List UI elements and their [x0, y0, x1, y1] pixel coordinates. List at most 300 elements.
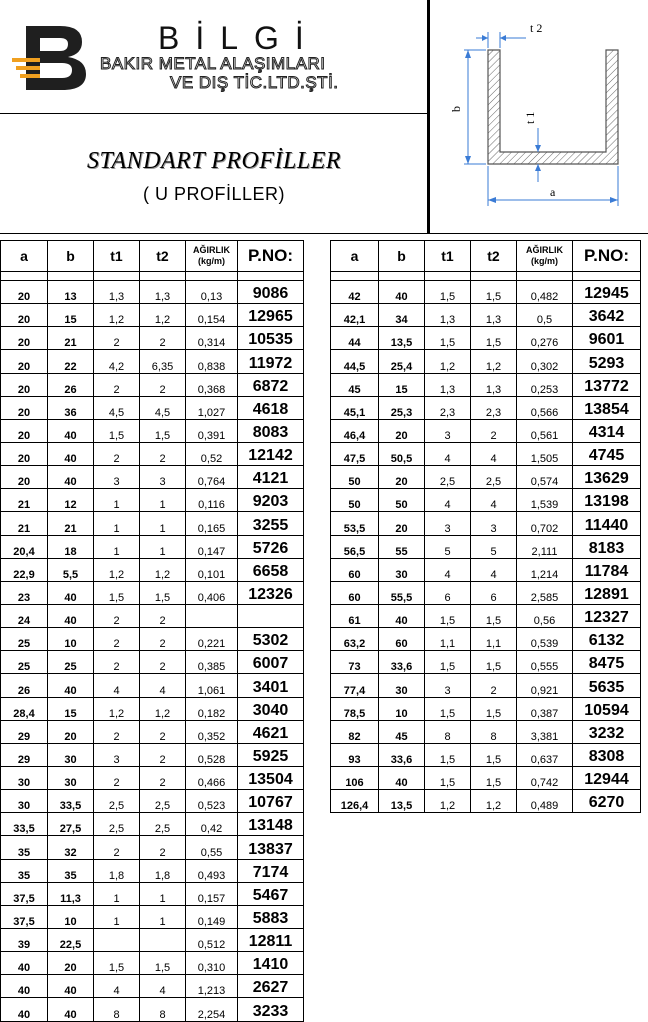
cell-pno: 6007: [238, 651, 304, 674]
table-row: [1, 512, 304, 535]
table-row: [331, 281, 641, 304]
cell-pno: 12326: [238, 581, 304, 604]
cell-b: 25,3: [379, 396, 425, 419]
cell-t2: 1,5: [140, 581, 186, 604]
dim-label-t1: t 1: [523, 111, 537, 124]
cell-a: 40: [1, 952, 48, 975]
cell-b: 21: [48, 512, 94, 535]
cell-a: 20: [1, 442, 48, 465]
cell-weight: 0,528: [186, 743, 238, 766]
cell-t1: 3: [94, 466, 140, 489]
cell-t1: 1,8: [94, 859, 140, 882]
cell-t2: 1: [140, 512, 186, 535]
cell-a: 20: [1, 466, 48, 489]
cell-t2: 1,2: [140, 304, 186, 327]
cell-a: 29: [1, 720, 48, 743]
cell-a: 73: [331, 651, 379, 674]
cell-b: 20: [379, 466, 425, 489]
cell-weight: 0,566: [517, 396, 573, 419]
cell-a: 30: [1, 766, 48, 789]
cell-t2: 4: [140, 975, 186, 998]
cell-pno: 13837: [238, 836, 304, 859]
cell-pno: 3401: [238, 674, 304, 697]
u-profile-diagram: [428, 0, 648, 234]
cell-t1: 1,2: [425, 790, 471, 813]
cell-a: 37,5: [1, 905, 48, 928]
document-subtitle: ( U PROFİLLER): [142, 184, 286, 204]
cell-t1: 2: [94, 651, 140, 674]
company-subtitle-line2: VE DIŞ TİC.LTD.ŞTİ.: [170, 73, 339, 92]
table-row: [331, 373, 641, 396]
cell-t2: 5: [471, 535, 517, 558]
cell-a: 42,1: [331, 304, 379, 327]
cell-pno: 3642: [573, 304, 641, 327]
header-b: b: [379, 241, 425, 272]
table-row: [331, 628, 641, 651]
cell-a: 20: [1, 350, 48, 373]
table-row: [331, 327, 641, 350]
cell-a: 35: [1, 836, 48, 859]
cell-a: 40: [1, 975, 48, 998]
cell-t1: 1,5: [425, 327, 471, 350]
table-header-row: [1, 241, 304, 272]
cell-pno: 9203: [238, 489, 304, 512]
cell-b: 10: [48, 628, 94, 651]
cell-weight: 0,352: [186, 720, 238, 743]
cell-t1: 1: [94, 489, 140, 512]
u-profile-drawing: [430, 0, 648, 232]
cell-weight: 0,310: [186, 952, 238, 975]
cell-pno: 10594: [573, 697, 641, 720]
cell-pno: 13854: [573, 396, 641, 419]
header-t1: t1: [425, 241, 471, 272]
cell-b: 10: [48, 905, 94, 928]
cell-pno: [238, 604, 304, 627]
cell-a: 39: [1, 928, 48, 951]
cell-b: 25,4: [379, 350, 425, 373]
cell-t1: 1,5: [425, 604, 471, 627]
cell-t2: 1,5: [471, 766, 517, 789]
cell-t1: 1,5: [425, 651, 471, 674]
cell-t1: 2: [94, 373, 140, 396]
cell-b: 30: [379, 674, 425, 697]
cell-t1: 4: [425, 489, 471, 512]
header-a: a: [331, 241, 379, 272]
table-row: [331, 535, 641, 558]
cell-pno: 9086: [238, 281, 304, 304]
cell-t1: 8: [425, 720, 471, 743]
cell-t2: 1,5: [471, 327, 517, 350]
cell-t2: 1,5: [140, 419, 186, 442]
cell-a: 20: [1, 419, 48, 442]
cell-weight: 0,702: [517, 512, 573, 535]
cell-t1: 2: [94, 327, 140, 350]
cell-a: 126,4: [331, 790, 379, 813]
cell-weight: 0,56: [517, 604, 573, 627]
cell-pno: 6270: [573, 790, 641, 813]
cell-a: 47,5: [331, 442, 379, 465]
cell-weight: 0,52: [186, 442, 238, 465]
table-row: [1, 558, 304, 581]
cell-t2: 2: [140, 651, 186, 674]
cell-t1: 1,2: [94, 304, 140, 327]
cell-b: 30: [48, 743, 94, 766]
cell-weight: 0,387: [517, 697, 573, 720]
table-row: [1, 604, 304, 627]
cell-weight: 3,381: [517, 720, 573, 743]
page-header: [0, 0, 648, 236]
cell-t1: [94, 928, 140, 951]
cell-pno: 5726: [238, 535, 304, 558]
cell-pno: 5293: [573, 350, 641, 373]
cell-weight: 1,505: [517, 442, 573, 465]
table-row: [331, 350, 641, 373]
cell-b: 22: [48, 350, 94, 373]
table-row: [331, 419, 641, 442]
cell-t2: 4: [471, 558, 517, 581]
cell-a: 77,4: [331, 674, 379, 697]
cell-a: 63,2: [331, 628, 379, 651]
cell-t1: 1,3: [94, 281, 140, 304]
cell-t2: 6: [471, 581, 517, 604]
cell-b: 32: [48, 836, 94, 859]
cell-b: 40: [379, 604, 425, 627]
cell-a: 56,5: [331, 535, 379, 558]
cell-pno: 6658: [238, 558, 304, 581]
cell-a: 53,5: [331, 512, 379, 535]
cell-t1: 1: [94, 905, 140, 928]
cell-b: 55,5: [379, 581, 425, 604]
cell-weight: 0,764: [186, 466, 238, 489]
cell-b: 20: [379, 419, 425, 442]
cell-pno: 3040: [238, 697, 304, 720]
table-row: [1, 327, 304, 350]
cell-t2: 2: [140, 373, 186, 396]
cell-weight: 0,574: [517, 466, 573, 489]
cell-a: 78,5: [331, 697, 379, 720]
profile-table-left: [0, 240, 304, 1022]
cell-a: 20: [1, 327, 48, 350]
cell-pno: 10535: [238, 327, 304, 350]
cell-b: 27,5: [48, 813, 94, 836]
cell-t2: 2: [140, 720, 186, 743]
cell-pno: 4745: [573, 442, 641, 465]
cell-weight: 0,466: [186, 766, 238, 789]
cell-a: 24: [1, 604, 48, 627]
table-row: [1, 373, 304, 396]
cell-t2: 4: [471, 489, 517, 512]
cell-t1: 2,3: [425, 396, 471, 419]
table-row: [1, 697, 304, 720]
cell-b: 30: [379, 558, 425, 581]
cell-t1: 2: [94, 720, 140, 743]
cell-pno: 12142: [238, 442, 304, 465]
cell-a: 20: [1, 281, 48, 304]
cell-a: 45: [331, 373, 379, 396]
cell-pno: 11440: [573, 512, 641, 535]
cell-t2: 1,5: [471, 604, 517, 627]
cell-t2: 1,2: [140, 558, 186, 581]
cell-pno: 8083: [238, 419, 304, 442]
cell-b: 18: [48, 535, 94, 558]
cell-t1: 1,5: [425, 766, 471, 789]
cell-t2: 2,3: [471, 396, 517, 419]
cell-t1: 1: [94, 535, 140, 558]
cell-t2: 2,5: [471, 466, 517, 489]
cell-a: 61: [331, 604, 379, 627]
header-b: b: [48, 241, 94, 272]
cell-b: 40: [48, 975, 94, 998]
cell-pno: 6132: [573, 628, 641, 651]
cell-b: 13,5: [379, 327, 425, 350]
cell-b: 11,3: [48, 882, 94, 905]
cell-t2: 1: [140, 489, 186, 512]
cell-weight: 0,539: [517, 628, 573, 651]
cell-b: 40: [48, 604, 94, 627]
table-row: [1, 535, 304, 558]
cell-weight: 0,493: [186, 859, 238, 882]
cell-b: 36: [48, 396, 94, 419]
table-row: [1, 952, 304, 975]
cell-weight: 0,489: [517, 790, 573, 813]
cell-b: 22,5: [48, 928, 94, 951]
cell-t1: 4: [425, 442, 471, 465]
cell-weight: 0,555: [517, 651, 573, 674]
dim-label-a: a: [550, 185, 556, 199]
cell-t1: 1,3: [425, 304, 471, 327]
cell-pno: 4121: [238, 466, 304, 489]
company-title-block: [0, 0, 428, 234]
cell-t1: 3: [425, 512, 471, 535]
cell-b: 20: [48, 720, 94, 743]
cell-b: 50: [379, 489, 425, 512]
cell-a: 35: [1, 859, 48, 882]
cell-weight: 0,302: [517, 350, 573, 373]
cell-weight: 1,027: [186, 396, 238, 419]
table-row: [1, 743, 304, 766]
cell-t2: 2: [471, 674, 517, 697]
cell-t2: 2: [140, 604, 186, 627]
cell-t1: 1,2: [425, 350, 471, 373]
cell-t2: [140, 928, 186, 951]
cell-t2: 1,5: [471, 281, 517, 304]
cell-t1: 1: [94, 882, 140, 905]
table-row: [1, 651, 304, 674]
cell-weight: 0,149: [186, 905, 238, 928]
cell-weight: 0,147: [186, 535, 238, 558]
cell-b: 40: [48, 466, 94, 489]
cell-a: 25: [1, 628, 48, 651]
cell-t1: 4: [94, 975, 140, 998]
cell-b: 33,6: [379, 743, 425, 766]
table-row: [1, 489, 304, 512]
company-subtitle-line1: BAKIR METAL ALAŞIMLARI: [100, 54, 326, 73]
cell-weight: 0,838: [186, 350, 238, 373]
cell-a: 28,4: [1, 697, 48, 720]
cell-t2: 1,5: [140, 952, 186, 975]
cell-pno: 4314: [573, 419, 641, 442]
header-weight: AĞIRLIK (kg/m): [186, 241, 238, 272]
header-pno: P.NO:: [573, 241, 641, 272]
cell-b: 45: [379, 720, 425, 743]
header-a: a: [1, 241, 48, 272]
table-row: [1, 350, 304, 373]
cell-pno: 4621: [238, 720, 304, 743]
cell-a: 40: [1, 998, 48, 1021]
header-t2: t2: [140, 241, 186, 272]
cell-pno: 12965: [238, 304, 304, 327]
header-t2: t2: [471, 241, 517, 272]
cell-pno: 4618: [238, 396, 304, 419]
cell-pno: 5467: [238, 882, 304, 905]
table-spacer-row: [1, 272, 304, 281]
table-row: [331, 396, 641, 419]
cell-b: 20: [48, 952, 94, 975]
table-row: [331, 604, 641, 627]
table-row: [1, 998, 304, 1021]
cell-a: 26: [1, 674, 48, 697]
cell-a: 60: [331, 581, 379, 604]
cell-t1: 4: [425, 558, 471, 581]
cell-b: 13,5: [379, 790, 425, 813]
table-row: [1, 836, 304, 859]
cell-a: 20: [1, 373, 48, 396]
cell-b: 40: [48, 419, 94, 442]
cell-b: 26: [48, 373, 94, 396]
cell-t2: 6,35: [140, 350, 186, 373]
table-row: [1, 304, 304, 327]
table-row: [331, 581, 641, 604]
table-row: [331, 489, 641, 512]
table-row: [1, 905, 304, 928]
cell-t2: 1,2: [140, 697, 186, 720]
cell-t2: 1,2: [471, 350, 517, 373]
cell-t1: 4,2: [94, 350, 140, 373]
cell-pno: 11784: [573, 558, 641, 581]
table-row: [331, 651, 641, 674]
table-row: [1, 281, 304, 304]
company-name: BİLGİ: [158, 20, 320, 56]
cell-weight: 0,42: [186, 813, 238, 836]
company-logo: [12, 22, 92, 94]
cell-t1: 2: [94, 442, 140, 465]
cell-a: 21: [1, 489, 48, 512]
cell-b: 30: [48, 766, 94, 789]
table-row: [331, 466, 641, 489]
cell-b: 10: [379, 697, 425, 720]
cell-t2: 1,2: [471, 790, 517, 813]
cell-b: 60: [379, 628, 425, 651]
table-row: [1, 720, 304, 743]
cell-pno: 13198: [573, 489, 641, 512]
table-header-row: [331, 241, 641, 272]
cell-weight: 0,512: [186, 928, 238, 951]
cell-weight: 0,13: [186, 281, 238, 304]
cell-pno: 7174: [238, 859, 304, 882]
cell-pno: 10767: [238, 790, 304, 813]
table-spacer-row: [331, 272, 641, 281]
table-row: [1, 581, 304, 604]
cell-weight: 0,154: [186, 304, 238, 327]
table-row: [1, 628, 304, 651]
cell-t2: 2: [140, 628, 186, 651]
cell-t2: 1,8: [140, 859, 186, 882]
cell-weight: 0,314: [186, 327, 238, 350]
table-row: [331, 512, 641, 535]
cell-b: 20: [379, 512, 425, 535]
cell-pno: 13629: [573, 466, 641, 489]
dim-label-t2: t 2: [530, 21, 543, 35]
cell-b: 15: [48, 304, 94, 327]
cell-t1: 1,5: [425, 281, 471, 304]
cell-a: 93: [331, 743, 379, 766]
cell-t2: 1,5: [471, 697, 517, 720]
cell-t1: 1,5: [425, 697, 471, 720]
cell-a: 20,4: [1, 535, 48, 558]
cell-pno: 3232: [573, 720, 641, 743]
cell-t2: 8: [471, 720, 517, 743]
cell-a: 45,1: [331, 396, 379, 419]
table-row: [1, 442, 304, 465]
header-t1: t1: [94, 241, 140, 272]
cell-pno: 12891: [573, 581, 641, 604]
cell-weight: 0,182: [186, 697, 238, 720]
cell-t1: 8: [94, 998, 140, 1021]
cell-a: 33,5: [1, 813, 48, 836]
cell-weight: 0,157: [186, 882, 238, 905]
table-row: [1, 813, 304, 836]
cell-t1: 2: [94, 628, 140, 651]
cell-b: 40: [48, 674, 94, 697]
cell-pno: 6872: [238, 373, 304, 396]
cell-pno: 8183: [573, 535, 641, 558]
cell-weight: 0,55: [186, 836, 238, 859]
table-row: [331, 766, 641, 789]
cell-weight: 0,5: [517, 304, 573, 327]
cell-weight: 2,254: [186, 998, 238, 1021]
cell-t2: 2: [140, 743, 186, 766]
cell-pno: 1410: [238, 952, 304, 975]
cell-weight: 1,539: [517, 489, 573, 512]
cell-weight: 0,391: [186, 419, 238, 442]
cell-t1: 2: [94, 836, 140, 859]
cell-t2: 3: [140, 466, 186, 489]
cell-weight: 0,368: [186, 373, 238, 396]
cell-t2: 1,5: [471, 743, 517, 766]
cell-b: 40: [48, 998, 94, 1021]
cell-b: 13: [48, 281, 94, 304]
cell-a: 106: [331, 766, 379, 789]
table-row: [1, 882, 304, 905]
cell-weight: [186, 604, 238, 627]
cell-pno: 12811: [238, 928, 304, 951]
company-subtitle: [100, 54, 339, 92]
cell-pno: 5925: [238, 743, 304, 766]
cell-t1: 1,5: [94, 419, 140, 442]
cell-t2: 1,3: [471, 373, 517, 396]
cell-a: 25: [1, 651, 48, 674]
table-row: [331, 790, 641, 813]
table-row: [1, 419, 304, 442]
cell-weight: 0,253: [517, 373, 573, 396]
cell-t2: 1: [140, 535, 186, 558]
cell-b: 40: [379, 281, 425, 304]
cell-weight: 0,482: [517, 281, 573, 304]
cell-weight: 0,101: [186, 558, 238, 581]
table-row: [331, 697, 641, 720]
cell-weight: 0,276: [517, 327, 573, 350]
cell-t2: 2: [471, 419, 517, 442]
